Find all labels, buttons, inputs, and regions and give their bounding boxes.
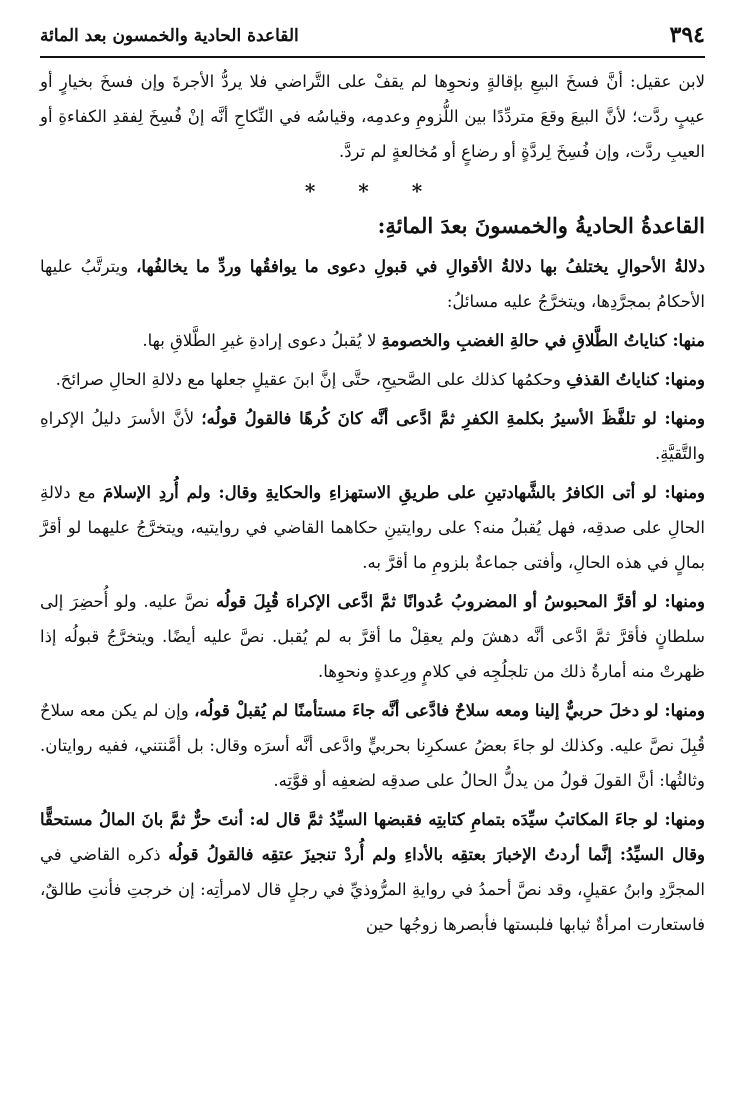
running-header [40, 20, 705, 56]
paragraph-text: لا يُقبلُ دعوى إرادةِ غيرِ الطَّلاقِ بها. [142, 331, 382, 350]
issue-paragraph [40, 693, 705, 798]
paragraph-text: ذكره القاضي في المجرَّدِ وابنُ عقيلٍ، وقد نصَّ أحمدُ في روايةِ المرُّوذيِّ في رجلٍ قال لامرأتِه: إن خرجتِ فأنتِ طالقٌ، فاستعارت امرأةٌ ثيابها فلبستها فأبصرها زوجُها حين [40, 845, 705, 934]
header-rule [40, 56, 705, 58]
issue-paragraph [40, 401, 705, 471]
paragraph-lead: ومنها: لو جاءَ المكاتبُ سيِّدَه بتمامِ كتابتِه فقبضها السيِّدُ ثمَّ قال له: أنتَ حرٌّ ثمَّ بانَ المالُ مستحقًّا وقال السيِّدُ: إنَّما أردتُ الإخبارَ بعتقِه بالأداءِ ولم أُردْ تنجيزَ عتقِه فالقولُ قولُه [40, 810, 705, 864]
paragraph-lead: ومنها: لو أقرَّ المحبوسُ أو المضروبُ عُدوانًا ثمَّ ادَّعى الإكراهَ قُبِلَ قولُه [216, 592, 705, 611]
paragraph-lead: ومنها: لو أتى الكافرُ بالشَّهادتينِ على طريقِ الاستهزاءِ والحكايةِ وقال: ولم أُردِ الإسلامَ [103, 483, 705, 502]
paragraph-text: لأنَّ الأسرَ دليلُ الإكراهِ والتَّقيَّةِ. [40, 409, 705, 463]
paragraph-text: ويترتَّبُ عليها الأحكامُ بمجرَّدِها، ويتخرَّجُ عليه مسائلُ: [40, 257, 705, 311]
page-number: ٣٩٤ [669, 22, 705, 48]
paragraph-lead: دلالةُ الأحوالِ يختلفُ بها دلالةُ الأقوالِ في قبولِ دعوى ما يوافقُها وردِّ ما يخالفُها، [136, 257, 705, 276]
rule-paragraph [40, 249, 705, 319]
section-separator: * * * [304, 179, 441, 203]
running-title: القاعدة الحادية والخمسون بعد المائة [40, 26, 299, 46]
paragraph-text: مع دلالةِ الحالِ على صدقِه، فهل يُقبلُ منه؟ على روايتينِ حكاهما القاضي في روايتيه، ويتخرَّجُ عليهما لو أقرَّ بمالٍ في هذه الحالِ، وأفتى جماعةٌ بلزومِ ما أقرَّ به. [40, 483, 705, 572]
issue-paragraph [40, 802, 705, 942]
paragraph-lead: ومنها: لو دخلَ حربيٌّ إلينا ومعه سلاحٌ فادَّعى أنَّه جاءَ مستأمنًا لم يُقبلْ قولُه، [194, 701, 705, 720]
paragraph-lead: ومنها: لو تلفَّظَ الأسيرُ بكلمةِ الكفرِ ثمَّ ادَّعى أنَّه كانَ كُرهًا فالقولُ قولُه؛ [201, 409, 705, 428]
paragraph-text: نصَّ عليه. ولو أُحضِرَ إلى سلطانٍ فأقرَّ ثمَّ ادَّعى أنَّه دهشَ ولم يعقِلْ ما أقرَّ به لم يُقبل. نصَّ عليه أيضًا. ويتخرَّجُ قبولُه إذا ظهرتْ منه أمارةُ ذلك من تلجلُجِه في كلامٍ ورِعدةٍ ونحوِها. [40, 592, 705, 681]
paragraph-lead: ومنها: كناياتُ القذفِ [566, 370, 705, 389]
issue-paragraph [40, 475, 705, 580]
intro-paragraph: لابن عقيل: أنَّ فسخَ البيعِ بإقالةٍ ونحوِها لم يقفْ على التَّراضي فلا يردُّ الأجرةَ وإن فسخَ بخيارٍ أو عيبٍ ردَّت؛ لأنَّ البيعَ وقعَ متردِّدًا بين اللُّزومِ وعدمِه، وقياسُه في النِّكاحِ أنَّه إنْ فُسِخَ لِفقدِ الكفاءةِ أو العيبِ ردَّت، وإن فُسِخَ لِردَّةٍ أو رضاعٍ أو مُخالعةٍ لم تردَّ. [40, 72, 705, 161]
paragraph-text: وإن لم يكن معه سلاحٌ قُبِلَ نصَّ عليه. وكذلك لو جاءَ بعضُ عسكرِنا بحربيٍّ وادَّعى أنَّه أسرَه وقال: بل أمَّنتني، ففيه روايتان. وثالثُها: أنَّ القولَ قولُ من يدلُّ الحالُ على صدقِه لضعفِه أو قوَّتِه. [40, 701, 705, 790]
issue-paragraph [40, 362, 705, 397]
rule-heading: القاعدةُ الحاديةُ والخمسونَ بعدَ المائةِ: [377, 213, 705, 238]
book-page [40, 20, 705, 1090]
issue-paragraph [40, 584, 705, 689]
issue-paragraph [40, 323, 705, 358]
paragraph-lead: منها: كناياتُ الطَّلاقِ في حالةِ الغضبِ والخصومةِ [381, 331, 705, 350]
paragraph-text: وحكمُها كذلك على الصَّحيحِ، حتَّى إنَّ ابنَ عقيلٍ جعلها مع دلالةِ الحالِ صرائحَ. [55, 370, 567, 389]
